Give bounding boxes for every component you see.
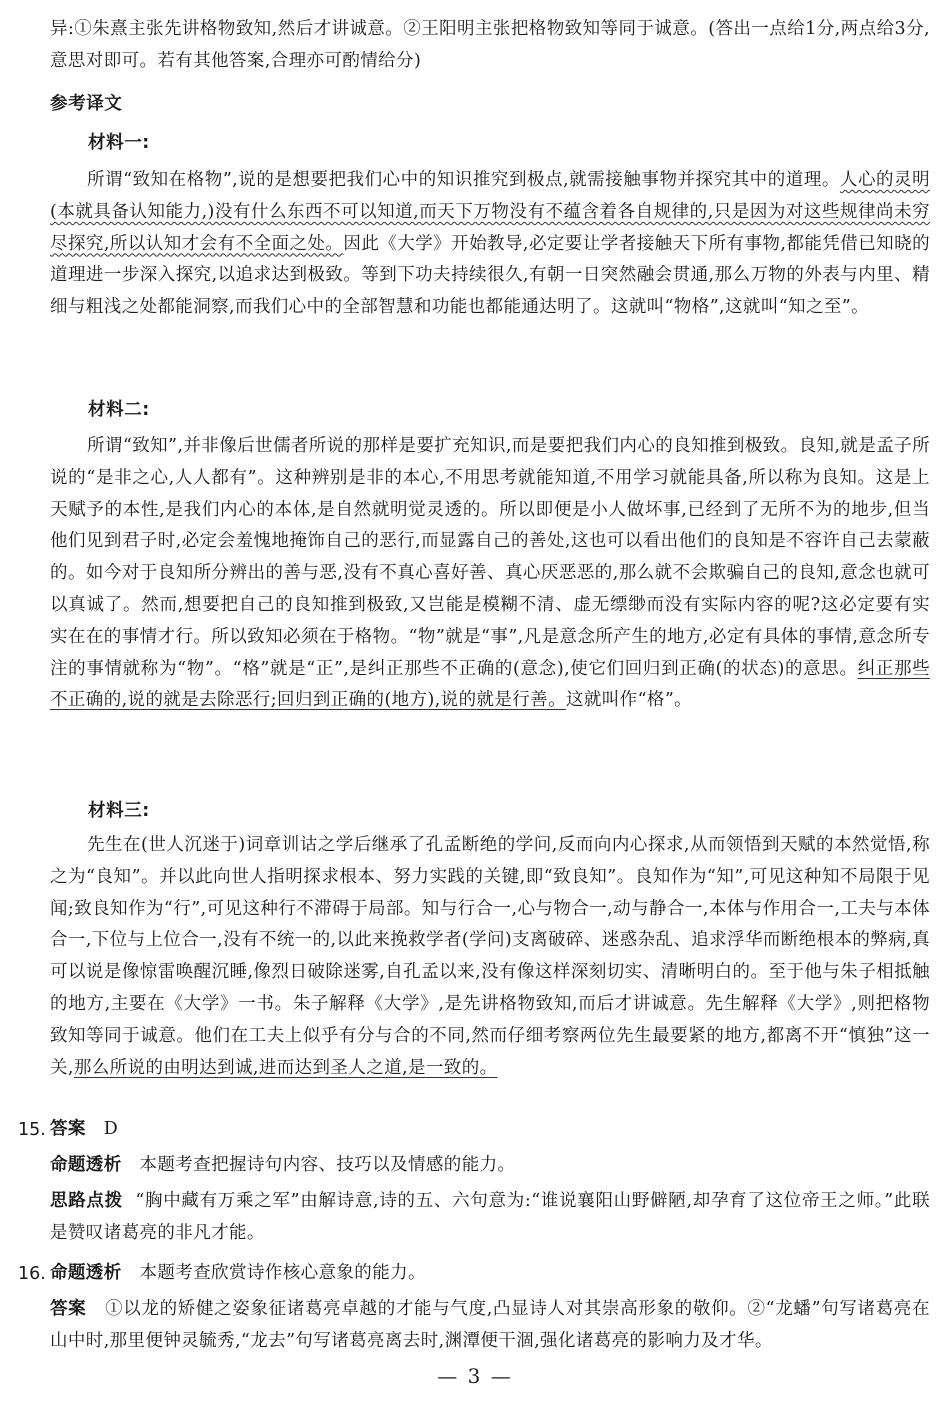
question-16-intent xyxy=(50,1258,930,1290)
material-3-underlined: 那么所说的由明达到诚,进而达到圣人之道,是一致的。 xyxy=(73,1057,498,1078)
material-1-wavy-underline: 人心的灵明(本就具备认知能力,)没有什么东西不可以知道,而天下万物没有不蕴含着各自规律的,只是因为对这些规律尚未穷尽探究,所以认知才会有不全面之处。 xyxy=(50,170,930,254)
q16-answer-label: 答案 xyxy=(50,1299,87,1319)
material-3-translation xyxy=(50,830,930,1084)
question-16-number: 16. xyxy=(18,1264,46,1284)
question-16-answer xyxy=(50,1294,930,1358)
page-number: — 3 — xyxy=(437,1364,513,1388)
material-2-label: 材料二: xyxy=(88,400,150,420)
material-2-text-post: 这就叫作“格”。 xyxy=(565,690,693,711)
q15-hint-text: “胸中藏有万乘之军”由解诗意,诗的五、六句意为:“谁说襄阳山野僻陋,却孕育了这位帝王之师。”此联是赞叹诸葛亮的非凡才能。 xyxy=(50,1191,930,1243)
material-1-text-pre: 所谓“致知在格物”,说的是想要把我们心中的知识推究到极点,就需接触事物并探究其中的道理。 xyxy=(87,170,840,190)
q15-answer-value: D xyxy=(103,1119,119,1139)
translation-heading: 参考译文 xyxy=(50,94,123,114)
material-1-text-post: 因此《大学》开始教导,必定要让学者接触天下所有事物,都能凭借已知晓的道理进一步深入探究,以追求达到极致。等到下功夫持续很久,有朝一日突然融会贯通,那么万物的外表与内里、精细与粗浅之处都能洞察,而我们心中的全部智慧和功能也都能通达明了。这就叫“物格”,这就叫“知之至”。 xyxy=(50,233,930,318)
material-2-translation xyxy=(50,431,930,717)
question-15-number: 15. xyxy=(18,1120,46,1140)
question-15-hint xyxy=(50,1186,930,1250)
material-3-label: 材料三: xyxy=(88,801,150,821)
answer-continuation xyxy=(50,14,930,78)
material-2-underlined: 纠正那些不正确的,说的就是去除恶行;回归到正确的(地方),说的就是行善。 xyxy=(50,658,930,711)
answer-continuation-text: 异:①朱熹主张先讲格物致知,然后才讲诚意。②王阳明主张把格物致知等同于诚意。(答出一点给1分,两点给3分,意思对即可。若有其他答案,合理亦可酌情给分) xyxy=(50,19,930,71)
q15-answer-label: 答案 xyxy=(50,1119,86,1139)
material-1-label: 材料一: xyxy=(88,133,150,153)
q15-hint-label: 思路点拨 xyxy=(50,1191,123,1211)
material-1-translation xyxy=(50,165,930,324)
q16-intent-label: 命题透析 xyxy=(50,1263,122,1283)
q16-intent-text: 本题考查欣赏诗作核心意象的能力。 xyxy=(139,1263,426,1283)
question-15-intent xyxy=(50,1150,930,1182)
question-15-answer xyxy=(50,1114,930,1146)
material-2-text-pre: 所谓“致知”,并非像后世儒者所说的那样是要扩充知识,而是要把我们内心的良知推到极致。良知,就是孟子所说的“是非之心,人人都有”。这种辨别是非的本心,不用思考就能知道,不用学习就能具备,所以称为良知。这是上天赋予的本性,是我们内心的本体,是自然就明觉灵透的。所以即便是小人做坏事,已经到了无所不为的地步,但当他们见到君子时,必定会羞愧地掩饰自己的恶行,而显露自己的善处,这也可以看出他们的良知是不容许自己去蒙蔽的。如今对于良知所分辨出的善与恶,没有不真心喜好善、真心厌恶恶的,那么就不会欺骗自己的良知,意念也就可以真诚了。然而,想要把自己的良知推到极致,又岂能是模糊不清、虚无缥缈而没有实际内容的呢?这必定要有实实在在的事情才行。所以致知必须在于格物。“物”就是“事”,凡是意念所产生的地方,必定有具体的事情,意念所专注的事情就称为“物”。“格”就是“正”,是纠正那些不正确的(意念),使它们回归到正确(的状态)的意思。 xyxy=(50,436,930,679)
q15-intent-text: 本题考查把握诗句内容、技巧以及情感的能力。 xyxy=(139,1155,516,1175)
q16-answer-text: ①以龙的矫健之姿象征诸葛亮卓越的才能与气度,凸显诗人对其崇高形象的敬仰。②“龙蟠”句写诸葛亮在山中时,那里便钟灵毓秀,“龙去”句写诸葛亮离去时,渊潭便干涸,强化诸葛亮的影响力及才华。 xyxy=(50,1299,930,1351)
q15-intent-label: 命题透析 xyxy=(50,1155,122,1175)
material-3-text-pre: 先生在(世人沉迷于)词章训诂之学后继承了孔孟断绝的学问,反而向内心探求,从而领悟到天赋的本然觉悟,称之为“良知”。并以此向世人指明探求根本、努力实践的关键,即“致良知”。良知作为“知”,可见这种知不局限于见闻;致良知作为“行”,可见这种行不滞碍于局部。知与行合一,心与物合一,动与静合一,本体与作用合一,工夫与本体合一,下位与上位合一,没有不统一的,以此来挽救学者(学问)支离破碎、迷惑杂乱、追求浮华而断绝根本的弊病,真可以说是像惊雷唤醒沉睡,像烈日破除迷雾,自孔孟以来,没有像这样深刻切实、清晰明白的。至于他与朱子相抵触的地方,主要在《大学》一书。朱子解释《大学》,是先讲格物致知,而后才讲诚意。先生解释《大学》,则把格物致知等同于诚意。他们在工夫上似乎有分与合的不同,然而仔细考察两位先生最要紧的地方,都离不开“慎独”这一关, xyxy=(50,835,930,1078)
